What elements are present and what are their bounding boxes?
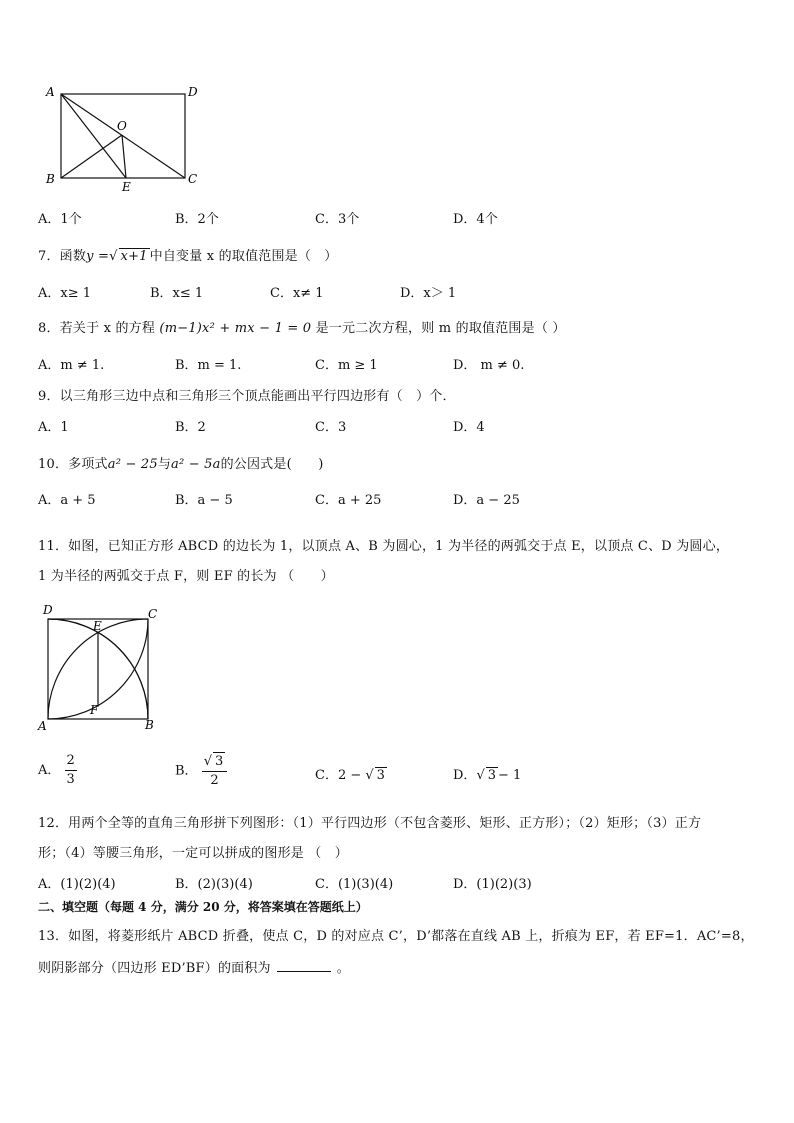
q7-suffix: 中自变量 x 的取值范围是（ ） [149,249,338,264]
q10-suffix: 的公因式是( ) [220,457,324,472]
q10-stem [38,453,324,472]
q8-formula: (m−1)x² + mx − 1 = 0 [159,321,312,336]
q11-option-a-fraction: $\frac{2}{3}$ [66,753,75,787]
q11-option-d[interactable]: D．√ 3 − 1 [453,768,522,783]
q8-option-b[interactable]: B．m = 1. [175,358,242,373]
q9-option-c[interactable]: C．3 [315,420,347,435]
q6-option-d[interactable]: D．4个 [453,212,498,227]
q13-line2-post: 。 [336,961,350,976]
q13-line2-pre: 则阴影部分（四边形 ED’BF）的面积为 [38,961,271,976]
section-fill-in-title: 二、填空题（每题 4 分，满分 20 分，将答案填在答题纸上） [38,900,368,914]
q7-stem [38,245,337,264]
q8-option-d[interactable]: D． m ≠ 0. [453,358,525,373]
q11-option-d-radicand: 3 [487,768,497,783]
label-d: D [188,85,198,99]
q7-formula-radicand: x+1 [120,249,148,264]
q10-option-c[interactable]: C．a + 25 [315,493,382,508]
q12-option-c[interactable]: C．(1)(3)(4) [315,877,394,892]
q11-option-c-pre: 2 − [337,768,362,783]
q11-option-c[interactable]: C．2 − √ 3 [315,768,385,783]
label-c: C [188,172,198,186]
q8-option-c[interactable]: C．m ≥ 1 [315,358,378,373]
q7-formula-lhs: y = [86,249,110,264]
label-o: O [117,119,127,133]
q7-option-c[interactable]: C．x≠ 1 [270,286,324,301]
q11-stem-line2: 1 为半径的两弧交于点 F，则 EF 的长为 （ ） [38,569,334,584]
q10-option-b[interactable]: B．a − 5 [175,493,233,508]
q12-stem-line1: 12．用两个全等的直角三角形拼下列图形：（1）平行四边形（不包含菱形、矩形、正方形）；（2）矩形；（3）正方 [38,816,702,831]
q9-option-a[interactable]: A．1 [38,420,69,435]
q13-stem-line1: 13．如图，将菱形纸片 ABCD 折叠，使点 C，D 的对应点 C’，D’都落在直线 AB 上，折痕为 EF，若 EF=1．AC’=8， [38,929,754,944]
q11-option-d-post: − 1 [498,768,522,783]
q7-option-a[interactable]: A．x≥ 1 [38,286,92,301]
q12-option-b[interactable]: B．(2)(3)(4) [175,877,253,892]
q6-option-b[interactable]: B．2个 [175,212,219,227]
q7-sqrt-sign: √ [109,249,118,264]
q11-option-a[interactable] [38,752,77,789]
label-e: E [122,180,131,194]
q10-poly1: a² − 25 [107,457,158,472]
q11-option-c-radicand: 3 [376,768,385,783]
q12-stem-line2: 形；（4）等腰三角形，一定可以拼成的图形是 （ ） [38,846,348,861]
q10-option-d[interactable]: D．a − 25 [453,493,520,508]
q8-stem [38,317,566,336]
q11-label-b: B [145,718,154,732]
q6-option-a[interactable]: A．1个 [38,212,82,227]
q7-prefix: 7．函数 [38,249,87,264]
q13-stem-line2 [38,957,350,976]
q10-prefix: 10．多项式 [38,457,108,472]
figure-rectangle-abcd [40,82,210,197]
q10-mid: 与 [157,457,172,472]
q11-stem-line1: 11．如图，已知正方形 ABCD 的边长为 1，以顶点 A、B 为圆心，1 为半径的两弧交于点 E，以顶点 C、D 为圆心， [38,539,730,554]
q11-option-a-label: A． [38,763,61,778]
label-b: B [46,172,55,186]
q11-option-b[interactable] [175,752,227,790]
q12-option-d[interactable]: D．(1)(2)(3) [453,877,532,892]
q11-label-d: D [43,603,53,617]
q7-option-d[interactable]: D．x＞ 1 [400,286,457,301]
figure-square-arcs [34,600,164,735]
q11-option-b-fraction: $\frac{√ 3}{2}$ [202,752,228,790]
q11-label-f: F [90,703,99,717]
q11-option-b-label: B． [175,763,198,779]
q8-prefix: 8．若关于 x 的方程 [38,321,156,336]
label-a: A [46,85,55,99]
q11-label-a: A [38,719,47,733]
q10-poly2: a² − 5a [171,457,221,472]
q9-stem: 9．以三角形三边中点和三角形三个顶点能画出平行四边形有（ ）个． [38,389,456,404]
q11-label-c: C [148,607,158,621]
q10-option-a[interactable]: A．a + 5 [38,493,96,508]
q11-option-d-label: D． [453,768,477,783]
q8-option-a[interactable]: A．m ≠ 1. [38,358,105,373]
q9-option-b[interactable]: B．2 [175,420,206,435]
q7-option-b[interactable]: B．x≤ 1 [150,286,204,301]
q11-option-c-label: C． [315,768,338,783]
q13-answer-blank[interactable] [277,959,331,972]
q9-option-d[interactable]: D．4 [453,420,485,435]
q8-suffix: 是一元二次方程，则 m 的取值范围是（ ） [315,321,566,336]
q12-option-a[interactable]: A．(1)(2)(4) [38,877,116,892]
q6-option-c[interactable]: C．3个 [315,212,360,227]
q11-label-e: E [93,619,102,633]
